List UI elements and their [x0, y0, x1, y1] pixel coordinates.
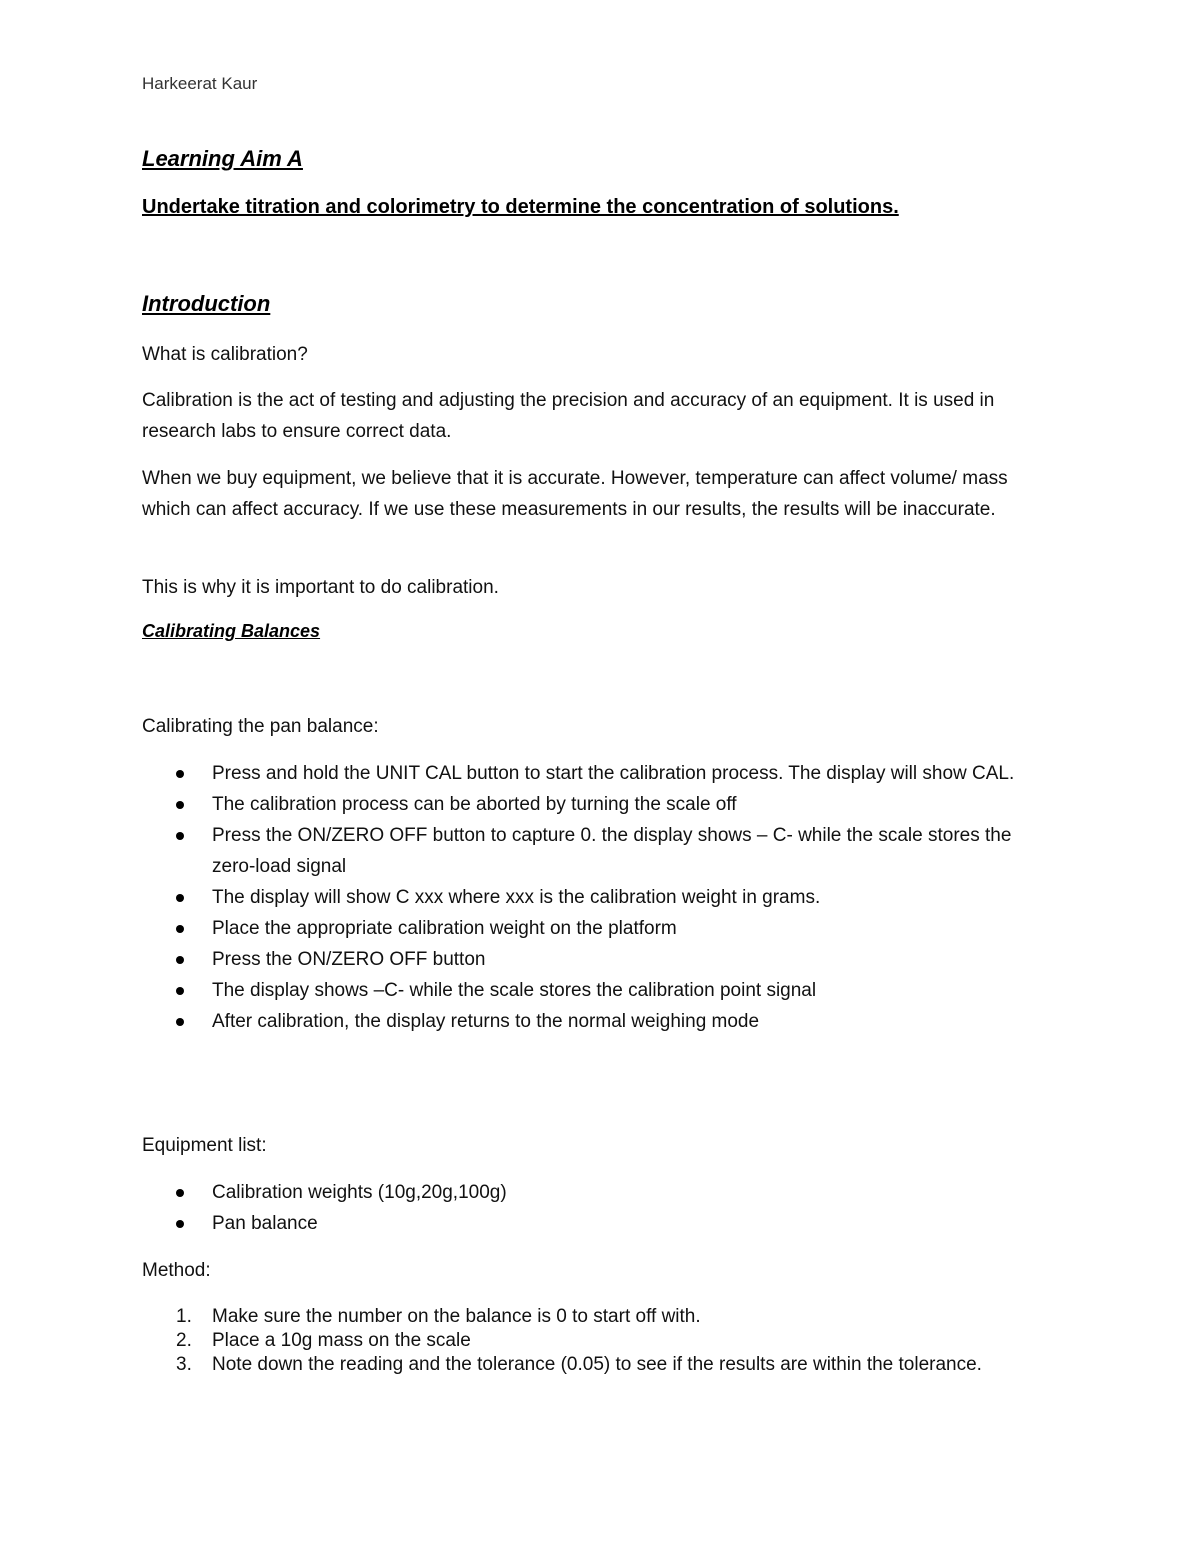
- pan-balance-label: Calibrating the pan balance:: [142, 716, 379, 737]
- author-header: Harkeerat Kaur: [142, 74, 258, 93]
- list-item: Press and hold the UNIT CAL button to start the calibration process. The display will show CAL.: [142, 758, 1042, 789]
- calibrating-balances-heading: Calibrating Balances: [142, 621, 321, 641]
- bullet-icon: [176, 1189, 184, 1197]
- intro-paragraph-2: When we buy equipment, we believe that it is accurate. However, temperature can affect volume/ mass which can affect accuracy. If we use these measurements in our results, the results will be inaccurate.: [142, 468, 1008, 520]
- bullet-icon: [176, 770, 184, 778]
- list-item: Press the ON/ZERO OFF button to capture 0. the display shows – C- while the scale stores the zero-load signal: [142, 820, 1042, 882]
- bullet-icon: [176, 1220, 184, 1228]
- intro-paragraph-1: Calibration is the act of testing and adjusting the precision and accuracy of an equipment. It is used in research labs to ensure correct data.: [142, 390, 995, 442]
- equipment-list-label: Equipment list:: [142, 1135, 267, 1156]
- list-item: The calibration process can be aborted by turning the scale off: [142, 789, 1042, 820]
- document-subtitle: Undertake titration and colorimetry to determine the concentration of solutions.: [142, 196, 899, 218]
- intro-question: What is calibration?: [142, 344, 308, 365]
- bullet-icon: [176, 925, 184, 933]
- list-item: After calibration, the display returns to the normal weighing mode: [142, 1006, 1042, 1037]
- bullet-icon: [176, 956, 184, 964]
- list-item: Press the ON/ZERO OFF button: [142, 944, 1042, 975]
- bullet-icon: [176, 1018, 184, 1026]
- learning-aim-title: Learning Aim A: [142, 146, 303, 171]
- bullet-icon: [176, 801, 184, 809]
- calibration-steps-list: [142, 758, 1042, 1037]
- intro-paragraph-3: This is why it is important to do calibration.: [142, 577, 499, 598]
- list-item: Calibration weights (10g,20g,100g): [142, 1177, 1042, 1208]
- method-label: Method:: [142, 1260, 211, 1281]
- list-item: The display will show C xxx where xxx is the calibration weight in grams.: [142, 882, 1042, 913]
- list-item: 1. Make sure the number on the balance is 0 to start off with.: [176, 1306, 701, 1327]
- list-item: 3. Note down the reading and the tolerance (0.05) to see if the results are within the tolerance.: [176, 1354, 982, 1375]
- list-item: Place the appropriate calibration weight on the platform: [142, 913, 1042, 944]
- method-steps-list: [142, 1305, 1042, 1377]
- equipment-list: [142, 1177, 1042, 1239]
- bullet-icon: [176, 832, 184, 840]
- bullet-icon: [176, 987, 184, 995]
- list-item: 2. Place a 10g mass on the scale: [176, 1330, 471, 1351]
- introduction-heading: Introduction: [142, 291, 271, 316]
- list-item: Pan balance: [142, 1208, 1042, 1239]
- list-item: The display shows –C- while the scale stores the calibration point signal: [142, 975, 1042, 1006]
- bullet-icon: [176, 894, 184, 902]
